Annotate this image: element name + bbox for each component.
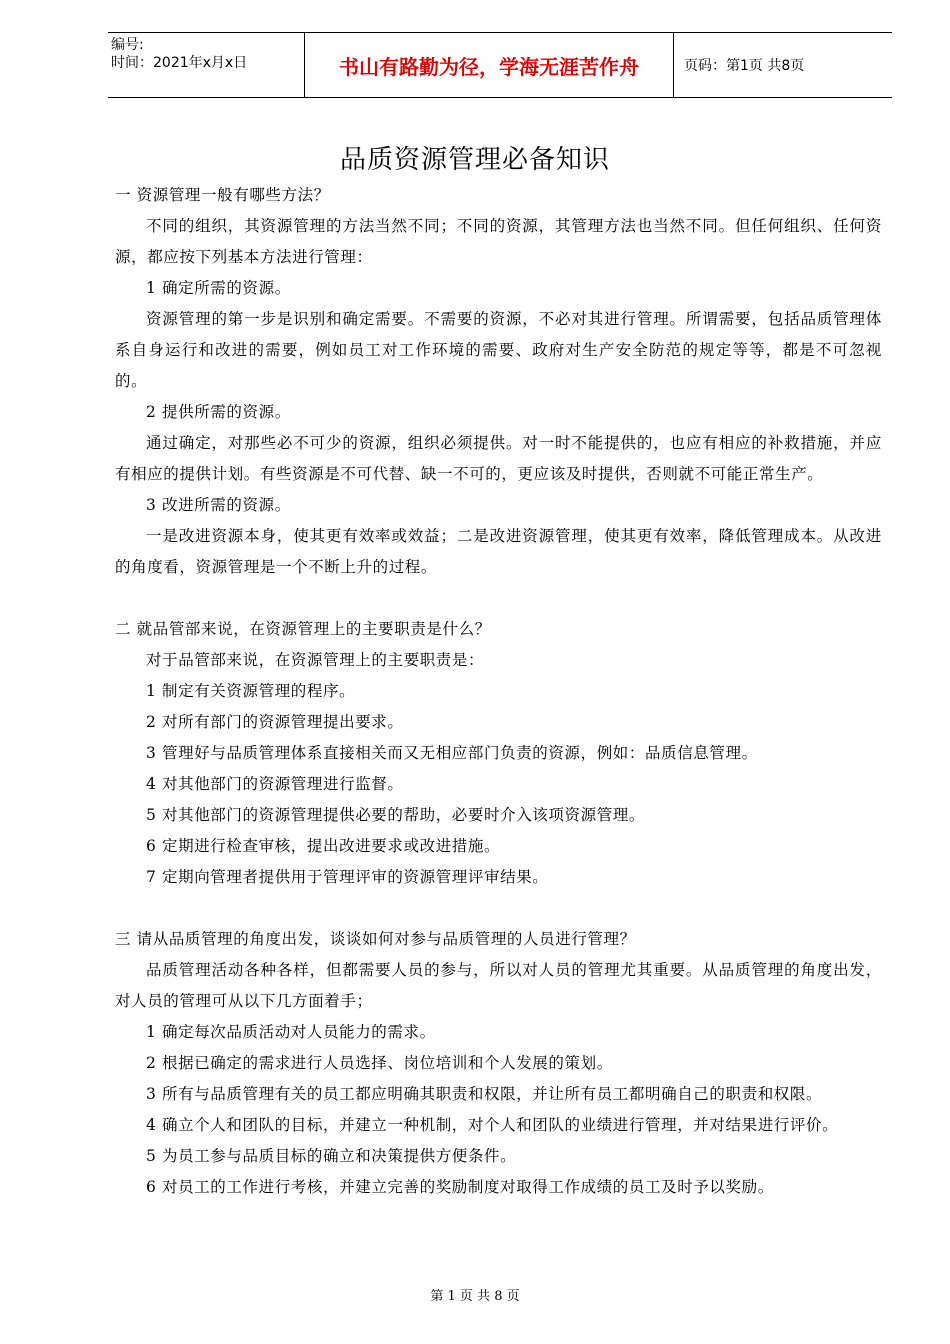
section-heading: 三 请从品质管理的角度出发，谈谈如何对参与品质管理的人员进行管理？ <box>115 930 636 948</box>
list-item: 6 对员工的工作进行考核，并建立完善的奖励制度对取得工作成绩的员工及时予以奖励。 <box>146 1178 774 1196</box>
page-footer: 第 1 页 共 8 页 <box>430 1289 520 1304</box>
paragraph: 一是改进资源本身，使其更有效率或效益；二是改进资源管理，使其更有效率，降低管理成本。从改进的角度看，资源管理是一个不断上升的过程。 <box>115 527 882 576</box>
list-item: 5 为员工参与品质目标的确立和决策提供方便条件。 <box>146 1147 517 1165</box>
list-item: 4 确立个人和团队的目标，并建立一种机制，对个人和团队的业绩进行管理，并对结果进行评价。 <box>146 1116 839 1134</box>
section-spacer <box>115 893 882 924</box>
document-header <box>108 32 892 98</box>
list-item: 2 对所有部门的资源管理提出要求。 <box>146 713 404 731</box>
paragraph: 通过确定，对那些必不可少的资源，组织必须提供。对一时不能提供的，也应有相应的补救措施，并应有相应的提供计划。有些资源是不可代替、缺一不可的，更应该及时提供，否则就不可能正常生产。 <box>115 434 882 483</box>
list-item: 1 制定有关资源管理的程序。 <box>146 682 356 700</box>
list-item: 4 对其他部门的资源管理进行监督。 <box>146 775 404 793</box>
section-heading: 一 资源管理一般有哪些方法？ <box>115 186 330 204</box>
time-label: 时间：2021年x月x日 <box>111 55 248 71</box>
header-motto: 书山有路勤为径，学海无涯苦作舟 <box>304 33 674 97</box>
list-item: 6 定期进行检查审核，提出改进要求或改进措施。 <box>146 837 501 855</box>
paragraph: 资源管理的第一步是识别和确定需要。不需要的资源，不必对其进行管理。所谓需要，包括品质管理体系自身运行和改进的需要，例如员工对工作环境的需要、政府对生产安全防范的规定等等，都是不可忽视的。 <box>115 310 882 390</box>
list-item: 1 确定每次品质活动对人员能力的需求。 <box>146 1023 436 1041</box>
list-item: 7 定期向管理者提供用于管理评审的资源管理评审结果。 <box>146 868 549 886</box>
paragraph: 不同的组织，其资源管理的方法当然不同；不同的资源，其管理方法也当然不同。但任何组织、任何资源，都应按下列基本方法进行管理： <box>115 217 882 266</box>
document-title: 品质资源管理必备知识 <box>339 145 610 175</box>
document-body <box>115 180 882 1203</box>
paragraph: 品质管理活动各种各样，但都需要人员的参与，所以对人员的管理尤其重要。从品质管理的角度出发，对人员的管理可从以下几方面着手； <box>115 961 882 1010</box>
list-item: 3 改进所需的资源。 <box>146 496 291 514</box>
section-heading: 二 就品管部来说，在资源管理上的主要职责是什么？ <box>115 620 491 638</box>
list-item: 5 对其他部门的资源管理提供必要的帮助，必要时介入该项资源管理。 <box>146 806 645 824</box>
list-item: 3 所有与品质管理有关的员工都应明确其职责和权限，并让所有员工都明确自己的职责和权限。 <box>146 1085 823 1103</box>
section-spacer <box>115 583 882 614</box>
paragraph: 对于品管部来说，在资源管理上的主要职责是： <box>146 651 485 669</box>
list-item: 1 确定所需的资源。 <box>146 279 291 297</box>
serial-label: 编号: <box>111 37 144 53</box>
list-item: 2 提供所需的资源。 <box>146 403 291 421</box>
header-meta <box>108 33 304 97</box>
list-item: 3 管理好与品质管理体系直接相关而又无相应部门负责的资源，例如：品质信息管理。 <box>146 744 758 762</box>
header-page-info: 页码：第1页 共8页 <box>684 58 805 74</box>
list-item: 2 根据已确定的需求进行人员选择、岗位培训和个人发展的策划。 <box>146 1054 613 1072</box>
